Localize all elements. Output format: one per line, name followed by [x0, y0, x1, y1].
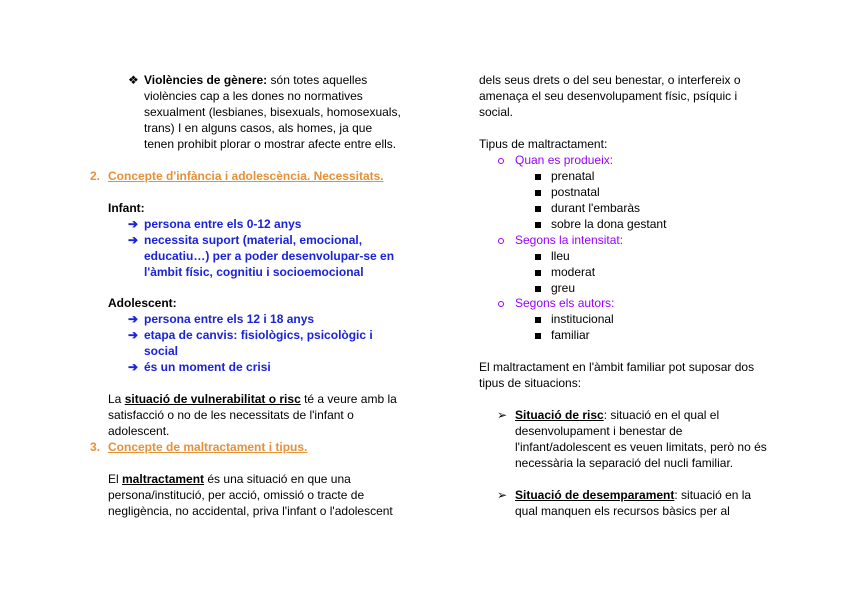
violence-label: Violències de gènere: — [144, 73, 268, 87]
square-bullet-icon — [535, 168, 541, 184]
adolescent-heading: Adolescent: — [108, 296, 177, 310]
infant-item: necessita suport (material, emocional, — [144, 233, 363, 247]
type-item: institucional — [551, 312, 614, 326]
hollow-circle-bullet-icon — [498, 295, 504, 311]
section-3-number: 3. — [90, 440, 101, 454]
infant-item-continuation: l'àmbit físic, cognitiu i socioemocional — [144, 265, 364, 279]
vulnerability-first-line — [108, 391, 397, 407]
arrow-icon: ➔ — [128, 217, 139, 231]
square-bullet-icon — [535, 264, 541, 280]
violence-line: violències cap a les dones no normatives — [144, 89, 363, 103]
type-item: prenatal — [551, 169, 595, 183]
hollow-circle-bullet-icon — [498, 232, 504, 248]
abandonment-term: Situació de desemparament — [515, 488, 675, 502]
type-group-label: Segons la intensitat: — [515, 233, 624, 247]
section-2-title: Concepte d'infància i adolescència. Necessitats. — [108, 169, 384, 183]
abandonment-first-line — [515, 487, 751, 503]
vulnerability-line: satisfacció o no de les necessitats de l'infant o — [108, 408, 354, 422]
adolescent-item: persona entre els 12 i 18 anys — [144, 312, 315, 326]
types-heading: Tipus de maltractament: — [479, 137, 608, 151]
arrow-icon: ➔ — [128, 312, 139, 326]
continuation-line: dels seus drets o del seu benestar, o interfereix o — [479, 73, 741, 87]
infant-item: persona entre els 0-12 anys — [144, 217, 302, 231]
infant-heading: Infant: — [108, 201, 145, 215]
definition-suffix: és una situació en que una — [204, 472, 351, 486]
adolescent-item: etapa de canvis: fisiològics, psicològic i — [144, 328, 373, 342]
section-3-title: Concepte de maltractament i tipus. — [108, 440, 308, 454]
adolescent-item: és un moment de crisi — [144, 360, 271, 374]
vulnerability-term: situació de vulnerabilitat o risc — [124, 392, 301, 406]
arrow-icon: ➔ — [128, 360, 139, 374]
definition-term: maltractament — [122, 472, 205, 486]
vulnerability-suffix: té a veure amb la — [300, 392, 397, 406]
arrow-icon: ➔ — [128, 328, 139, 342]
risk-suffix: : situació en el qual el — [603, 408, 720, 422]
abandonment-suffix: : situació en la — [674, 488, 752, 502]
vulnerability-line: adolescent. — [108, 424, 170, 438]
type-group-label: Segons els autors: — [515, 296, 615, 310]
risk-line: necessària la separació del nucli familiar. — [515, 456, 734, 470]
square-bullet-icon — [535, 311, 541, 327]
square-bullet-icon — [535, 184, 541, 200]
type-item: familiar — [551, 328, 590, 342]
abandonment-line: qual manquen els recursos bàsics per al — [515, 504, 730, 518]
infant-item-continuation: educatiu…) per a poder desenvolupar-se en — [144, 249, 395, 263]
violence-text: són totes aquelles — [270, 73, 368, 87]
adolescent-item-continuation: social — [144, 344, 179, 358]
type-group-label: Quan es produeix: — [515, 153, 614, 167]
violence-first-line — [144, 72, 367, 88]
vulnerability-prefix: La — [108, 392, 125, 406]
violence-line: tenen prohibit plorar o mostrar afecte entre ells. — [144, 137, 397, 151]
type-item: durant l'embaràs — [551, 201, 641, 215]
arrowhead-bullet-icon: ➢ — [497, 488, 508, 502]
continuation-line: amenaça el seu desenvolupament físic, psíquic i — [479, 89, 738, 103]
definition-prefix: El — [108, 472, 123, 486]
violence-line: sexualment (lesbianes, bisexuals, homosexuals, — [144, 105, 401, 119]
definition-first-line — [108, 471, 351, 487]
type-item: postnatal — [551, 185, 600, 199]
risk-first-line — [515, 407, 719, 423]
square-bullet-icon — [535, 216, 541, 232]
type-item: moderat — [551, 265, 596, 279]
section-2-number: 2. — [90, 169, 101, 183]
square-bullet-icon — [535, 280, 541, 296]
family-intro-line: El maltractament en l'àmbit familiar pot suposar dos — [479, 360, 755, 374]
family-intro-line: tipus de situacions: — [479, 376, 582, 390]
definition-line: persona/institució, per acció, omissió o tracte de — [108, 488, 365, 502]
risk-line: desenvolupament i benestar de — [515, 424, 683, 438]
hollow-circle-bullet-icon — [498, 152, 504, 168]
continuation-line: social. — [479, 105, 514, 119]
square-bullet-icon — [535, 200, 541, 216]
arrow-icon: ➔ — [128, 233, 139, 247]
type-item: lleu — [551, 249, 570, 263]
square-bullet-icon — [535, 327, 541, 343]
type-item: greu — [551, 281, 576, 295]
risk-line: l'infant/adolescent es veuen limitats, però no és — [515, 440, 767, 454]
risk-term: Situació de risc — [515, 408, 604, 422]
type-item: sobre la dona gestant — [551, 217, 667, 231]
arrowhead-bullet-icon: ➢ — [497, 408, 508, 422]
diamond-bullet-icon: ❖ — [128, 73, 139, 87]
definition-line: negligència, no accidental, priva l'infant o l'adolescent — [108, 504, 393, 518]
square-bullet-icon — [535, 248, 541, 264]
violence-line: trans) I en alguns casos, als homes, ja que — [144, 121, 373, 135]
